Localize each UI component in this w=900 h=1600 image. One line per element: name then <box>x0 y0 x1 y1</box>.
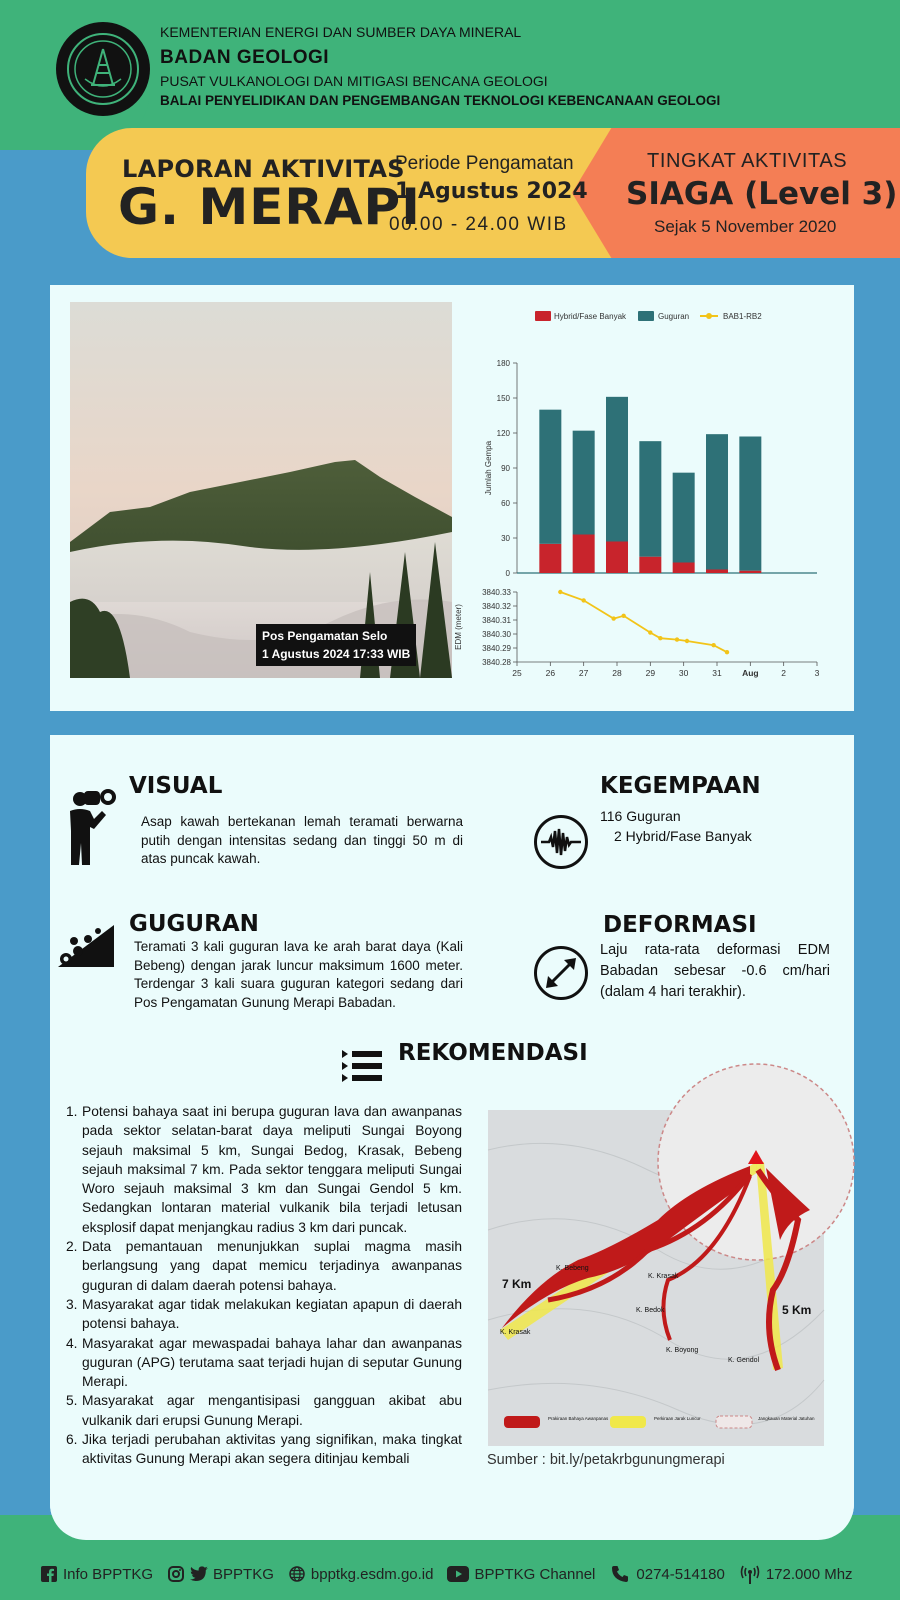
y-tick-label: 120 <box>496 429 510 438</box>
kegempaan-title: KEGEMPAAN <box>600 773 761 799</box>
y-tick-label: 150 <box>496 394 510 403</box>
x-tick-label: Aug <box>742 668 759 678</box>
guguran-title: GUGURAN <box>129 911 259 937</box>
recommendation-text: Jika terjadi perubahan aktivitas yang signifikan, maka tingkat aktivitas Gunung Merapi akan segera ditinjau kembali <box>82 1432 462 1467</box>
legend-swatch <box>535 311 551 321</box>
edm-point <box>611 616 615 620</box>
map-label-7km: 7 Km <box>502 1277 532 1291</box>
youtube-icon <box>447 1565 469 1583</box>
phone-icon <box>609 1565 631 1583</box>
map-legend-awanpanas: Prakiraan Bahaya Awanpanas <box>548 1416 609 1421</box>
period-date: 1 Agustus 2024 <box>395 179 588 204</box>
hazard-map <box>488 1110 824 1446</box>
guguran-text: Teramati 3 kali guguran lava ke arah barat daya (Kali Bebeng) dengan jarak luncur maksimum 1600 meter. Terdengar 3 kali suara guguran kategori sedang dari Pos Pengamatan Gunung Merapi Babadan. <box>134 939 463 1010</box>
radio-tower-icon <box>739 1565 761 1583</box>
edm-point <box>658 636 662 640</box>
youtube-label: BPPTKG Channel <box>474 1565 596 1583</box>
volcano-name: G. MERAPI <box>118 178 421 236</box>
map-legend-jarak: Perkiraan Jarak Luncur <box>654 1416 701 1421</box>
map-label-krasak-left: K. Krasak <box>500 1329 531 1336</box>
photo-timestamp: 1 Agustus 2024 17:33 WIB <box>262 647 411 661</box>
twitter-icon <box>190 1565 208 1583</box>
facebook-label: Info BPPTKG <box>63 1565 154 1583</box>
map-label-bebeng: K. Bebeng <box>556 1265 589 1272</box>
center-name: PUSAT VULKANOLOGI DAN MITIGASI BENCANA GEOLOGI <box>160 73 548 89</box>
y-tick-label: 30 <box>501 534 510 543</box>
recommendation-item <box>66 1391 462 1430</box>
bar-guguran <box>573 431 595 535</box>
edm-y-tick-label: 3840.28 <box>482 658 511 667</box>
bar-hybrid <box>606 542 628 574</box>
period-time: 00.00 - 24.00 WIB <box>389 214 568 235</box>
x-tick-label: 2 <box>781 668 787 678</box>
x-tick-label: 31 <box>712 668 722 678</box>
x-tick-label: 26 <box>545 668 556 678</box>
deformation-icon <box>534 946 588 1000</box>
x-tick-label: 25 <box>512 668 522 678</box>
recommendation-number: 3. <box>66 1296 78 1312</box>
legend-swatch <box>638 311 654 321</box>
edm-point <box>558 590 562 594</box>
website-link[interactable] <box>288 1565 434 1583</box>
report-title: LAPORAN AKTIVITAS <box>122 155 405 183</box>
binoculars-person-icon <box>66 787 122 865</box>
youtube-link[interactable] <box>447 1565 595 1583</box>
edm-point <box>685 639 689 643</box>
hybrid-count: 2 Hybrid/Fase Banyak <box>614 828 752 844</box>
map-legend-awanpanas-swatch <box>504 1416 540 1428</box>
map-label-5km: 5 Km <box>782 1303 812 1317</box>
bar-hybrid <box>673 563 695 574</box>
recommendation-list <box>66 1102 462 1469</box>
recommendation-item <box>66 1102 462 1237</box>
map-label-krasak-top: K. Krasak <box>648 1273 679 1280</box>
recommendation-number: 6. <box>66 1432 78 1448</box>
source-map: Sumber : bit.ly/petakrbgunungmerapi <box>487 1452 725 1468</box>
bar-guguran <box>539 410 561 544</box>
x-tick-label: 3 <box>814 668 820 678</box>
map-legend-jatuhan-swatch <box>716 1416 752 1428</box>
radio-link[interactable] <box>739 1565 853 1583</box>
edm-point <box>711 643 715 647</box>
x-tick-label: 30 <box>678 668 689 678</box>
recommendation-number: 4. <box>66 1335 78 1351</box>
seismograph-icon <box>534 815 588 869</box>
map-label-boyong: K. Boyong <box>666 1347 699 1354</box>
bar-guguran <box>706 434 728 569</box>
radio-label: 172.000 Mhz <box>765 1565 853 1583</box>
recommendation-item <box>66 1334 462 1392</box>
tower-logo-icon <box>73 39 133 99</box>
visual-text: Asap kawah bertekanan lemah teramati berwarna putih dengan intensitas sedang dan tinggi 50 m di atas puncak kawah. <box>141 814 463 866</box>
y-axis-label: Jumlah Gempa <box>484 440 493 496</box>
photo-caption <box>256 624 416 666</box>
agency-name: BADAN GEOLOGI <box>160 47 330 68</box>
deformasi-text: Laju rata-rata deformasi EDM Babadan sebesar -0.6 cm/hari (dalam 4 hari terakhir). <box>600 942 830 1000</box>
bar-guguran <box>673 473 695 563</box>
map-legend-jatuhan: Jangkauan Material Jatuhan <box>758 1416 815 1421</box>
bar-hybrid <box>539 544 561 573</box>
rekomendasi-title: REKOMENDASI <box>398 1040 588 1066</box>
bar-hybrid <box>573 535 595 574</box>
bar-guguran <box>639 441 661 557</box>
office-name: BALAI PENYELIDIKAN DAN PENGEMBANGAN TEKNOLOGI KEBENCANAAN GEOLOGI <box>160 93 721 108</box>
bar-hybrid <box>739 571 761 573</box>
recommendation-text: Masyarakat agar mewaspadai bahaya lahar dan awanpanas guguran (APG) terutama saat terjadi hujan di seputar Gunung Merapi. <box>82 1335 462 1390</box>
recommendation-item <box>66 1237 462 1295</box>
social-label: BPPTKG <box>213 1565 274 1583</box>
seismic-chart <box>455 300 835 685</box>
recommendation-number: 1. <box>66 1104 78 1119</box>
edm-point <box>648 630 652 634</box>
y-tick-label: 60 <box>501 499 510 508</box>
globe-icon <box>288 1565 306 1583</box>
visual-title: VISUAL <box>129 773 223 799</box>
legend-label: BAB1-RB2 <box>723 312 762 321</box>
level-since: Sejak 5 November 2020 <box>654 217 837 236</box>
recommendation-number: 5. <box>66 1393 78 1409</box>
edm-point <box>621 614 625 618</box>
edm-point <box>675 637 679 641</box>
recommendation-text: Potensi bahaya saat ini berupa guguran lava dan awanpanas pada sektor selatan-barat daya meliputi Sungai Boyong sejauh maksimal 5 km, Sungai Bedog, Krasak, Bebeng sejauh maksimal 7 km. Pada sektor tenggara meliputi Sungai Woro sejauh maksimal 3 km dan Sungai Gendol 5 km. Sedangkan lontaran material vulkanik bila terjadi letusan eksplosif dapat menjangkau radius 3 km dari puncak. <box>82 1104 462 1235</box>
map-label-bedok: K. Bedok <box>636 1307 665 1314</box>
level-label: TINGKAT AKTIVITAS <box>647 150 848 172</box>
edm-y-tick-label: 3840.30 <box>482 630 511 639</box>
edm-point <box>725 650 729 654</box>
legend-label: Hybrid/Fase Banyak <box>554 312 627 321</box>
legend-label: Guguran <box>658 312 690 321</box>
edm-y-tick-label: 3840.29 <box>482 644 511 653</box>
recommendation-number: 2. <box>66 1239 78 1255</box>
instagram-icon <box>167 1565 185 1583</box>
ministry-name: KEMENTERIAN ENERGI DAN SUMBER DAYA MINERAL <box>160 24 522 40</box>
rockfall-icon <box>58 925 114 967</box>
legend-swatch <box>706 313 712 319</box>
period-label: Periode Pengamatan <box>395 153 574 174</box>
deformasi-title: DEFORMASI <box>603 912 757 938</box>
edm-y-axis-label: EDM (meter) <box>454 604 463 650</box>
recommendation-item <box>66 1295 462 1334</box>
recommendation-item <box>66 1430 462 1469</box>
esdm-logo <box>56 22 150 116</box>
x-tick-label: 28 <box>612 668 622 678</box>
website-label: bpptkg.esdm.go.id <box>310 1565 434 1583</box>
y-tick-label: 90 <box>501 464 510 473</box>
map-label-gendol: K. Gendol <box>728 1357 760 1364</box>
edm-point <box>581 598 585 602</box>
bar-guguran <box>739 437 761 571</box>
list-icon <box>342 1048 382 1084</box>
guguran-count: 116 Guguran <box>600 808 681 824</box>
x-tick-label: 27 <box>578 668 589 678</box>
photo-location: Pos Pengamatan Selo <box>262 629 388 643</box>
map-legend-jarak-swatch <box>610 1416 646 1428</box>
bar-hybrid <box>706 570 728 574</box>
edm-y-tick-label: 3840.31 <box>482 616 511 625</box>
footer <box>40 1562 880 1586</box>
summary-panel-bottom <box>50 1480 854 1540</box>
bar-guguran <box>606 397 628 542</box>
facebook-icon <box>40 1565 58 1583</box>
recommendation-text: Data pemantauan menunjukkan suplai magma masih berlangsung yang dapat memicu terjadinya awanpanas guguran di dalam daerah potensi bahaya. <box>82 1239 462 1293</box>
recommendation-text: Masyarakat agar mengantisipasi gangguan akibat abu vulkanik dari erupsi Gunung Merapi. <box>82 1393 462 1428</box>
volcano-photo <box>70 302 452 678</box>
edm-y-tick-label: 3840.32 <box>482 602 511 611</box>
y-tick-label: 180 <box>496 359 510 368</box>
phone-link[interactable] <box>609 1565 724 1583</box>
y-tick-label: 0 <box>505 569 510 578</box>
recommendation-text: Masyarakat agar tidak melakukan kegiatan apapun di daerah potensi bahaya. <box>82 1296 462 1332</box>
social-link[interactable] <box>167 1565 274 1583</box>
phone-label: 0274-514180 <box>636 1565 725 1583</box>
level-value: SIAGA (Level 3) <box>626 176 898 212</box>
bar-hybrid <box>639 557 661 573</box>
facebook-link[interactable] <box>40 1565 153 1583</box>
edm-y-tick-label: 3840.33 <box>482 588 511 597</box>
x-tick-label: 29 <box>645 668 656 678</box>
